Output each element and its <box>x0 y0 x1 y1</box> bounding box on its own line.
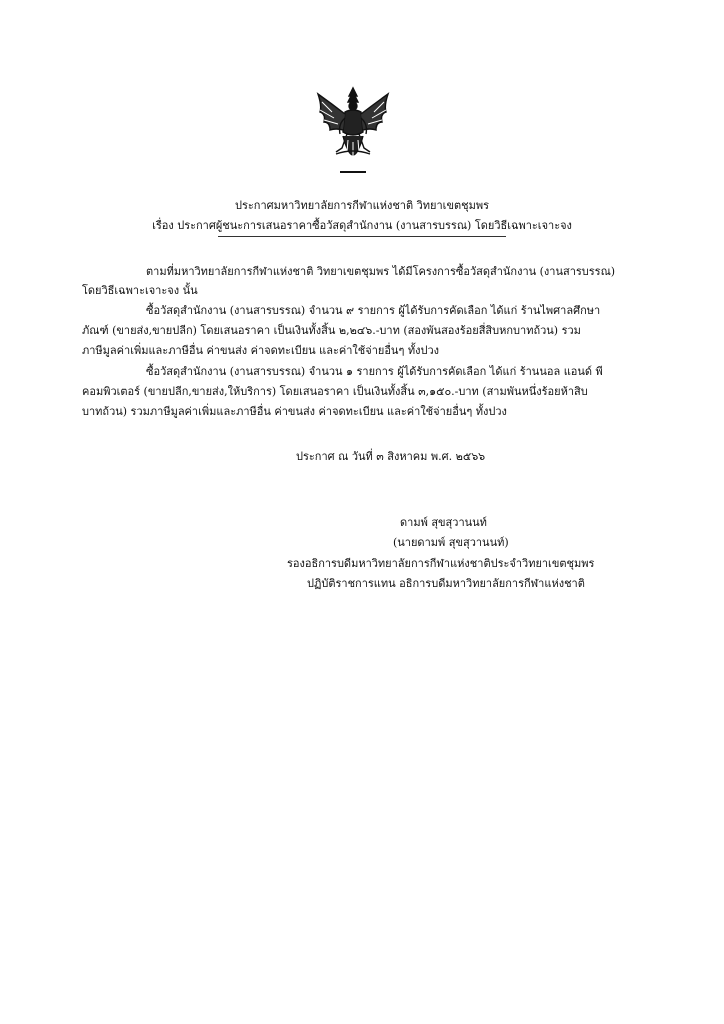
garuda-emblem-icon <box>312 84 394 178</box>
item2-paragraph-line: บาทถ้วน) รวมภาษีมูลค่าเพิ่มและภาษีอื่น ค่าขนส่ง ค่าจดทะเบียน และค่าใช้จ่ายอื่นๆ ทั้งปวง <box>82 405 507 418</box>
announce-date: ประกาศ ณ วันที่ ๓ สิงหาคม พ.ศ. ๒๕๖๖ <box>296 450 486 463</box>
intro-paragraph-line: ตามที่มหาวิทยาลัยการกีฬาแห่งชาติ วิทยาเขตชุมพร ได้มีโครงการซื้อวัสดุสำนักงาน (งานสารบรรณ) <box>146 265 616 278</box>
item1-paragraph-line: ซื้อวัสดุสำนักงาน (งานสารบรรณ) จำนวน ๙ รายการ ผู้ได้รับการคัดเลือก ได้แก่ ร้านไพศาลศึกษา <box>146 304 601 317</box>
announcement-title: ประกาศมหาวิทยาลัยการกีฬาแห่งชาติ วิทยาเขตชุมพร <box>235 199 489 212</box>
intro-paragraph-line: โดยวิธีเฉพาะเจาะจง นั้น <box>82 284 198 297</box>
signatory-position: รองอธิการบดีมหาวิทยาลัยการกีฬาแห่งชาติประจำวิทยาเขตชุมพร <box>287 557 595 570</box>
item2-paragraph-line: ซื้อวัสดุสำนักงาน (งานสารบรรณ) จำนวน ๑ รายการ ผู้ได้รับการคัดเลือก ได้แก่ ร้านนอล แอนด์ พี <box>146 365 603 378</box>
signatory-acting-on-behalf: ปฏิบัติราชการแทน อธิการบดีมหาวิทยาลัยการกีฬาแห่งชาติ <box>307 577 585 590</box>
announcement-subject: เรื่อง ประกาศผู้ชนะการเสนอราคาซื้อวัสดุสำนักงาน (งานสารบรรณ) โดยวิธีเฉพาะเจาะจง <box>152 219 572 232</box>
item2-paragraph-line: คอมพิวเตอร์ (ขายปลีก,ขายส่ง,ให้บริการ) โดยเสนอราคา เป็นเงินทั้งสิ้น ๓,๑๕๐.-บาท (สามพันหนึ่งร้อยห้าสิบ <box>82 385 588 398</box>
signature-name: ดามพ์ สุขสุวานนท์ <box>400 516 487 529</box>
item1-paragraph-line: ภัณฑ์ (ขายส่ง,ขายปลีก) โดยเสนอราคา เป็นเงินทั้งสิ้น ๒,๒๔๖.-บาท (สองพันสองร้อยสี่สิบหกบาทถ้วน) รวม <box>82 324 581 337</box>
signatory-full-name: (นายดามพ์ สุขสุวานนท์) <box>393 536 509 549</box>
title-divider <box>218 236 506 237</box>
item1-paragraph-line: ภาษีมูลค่าเพิ่มและภาษีอื่น ค่าขนส่ง ค่าจดทะเบียน และค่าใช้จ่ายอื่นๆ ทั้งปวง <box>82 344 440 357</box>
